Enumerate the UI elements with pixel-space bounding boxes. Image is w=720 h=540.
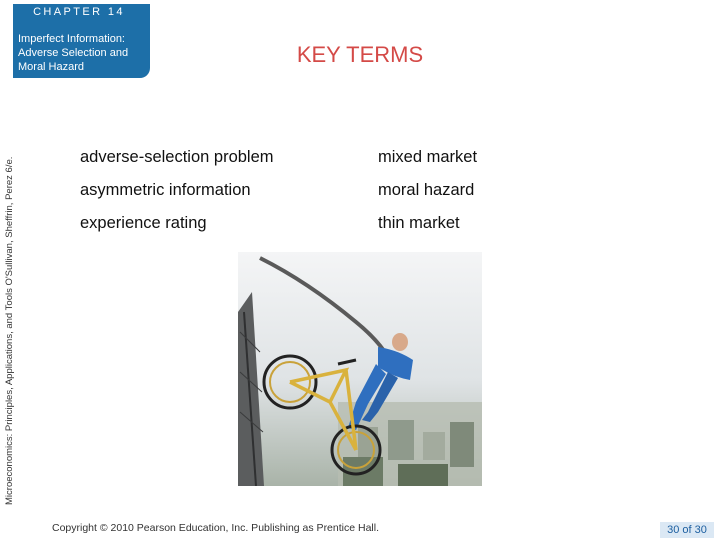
term-item: adverse-selection problem: [80, 148, 274, 166]
slide-title: KEY TERMS: [296, 42, 424, 67]
term-item: thin market: [378, 214, 460, 232]
term-item: experience rating: [80, 214, 207, 232]
term-item: moral hazard: [378, 181, 475, 199]
term-item: asymmetric information: [80, 181, 251, 199]
page-number-badge: 30 of 30: [660, 522, 714, 538]
bungee-cyclist-photo: [238, 252, 482, 486]
term-item: mixed market: [378, 148, 478, 166]
chapter-label: CHAPTER 14: [33, 6, 125, 18]
copyright-notice: Copyright © 2010 Pearson Education, Inc. Publishing as Prentice Hall.: [52, 522, 380, 534]
book-side-label: Microeconomics: Principles, Applications, and Tools O'Sullivan, Sheffrin, Perez 6/e.: [4, 156, 15, 505]
chapter-title: Imperfect Information: Adverse Selection and Moral Hazard: [18, 33, 129, 73]
